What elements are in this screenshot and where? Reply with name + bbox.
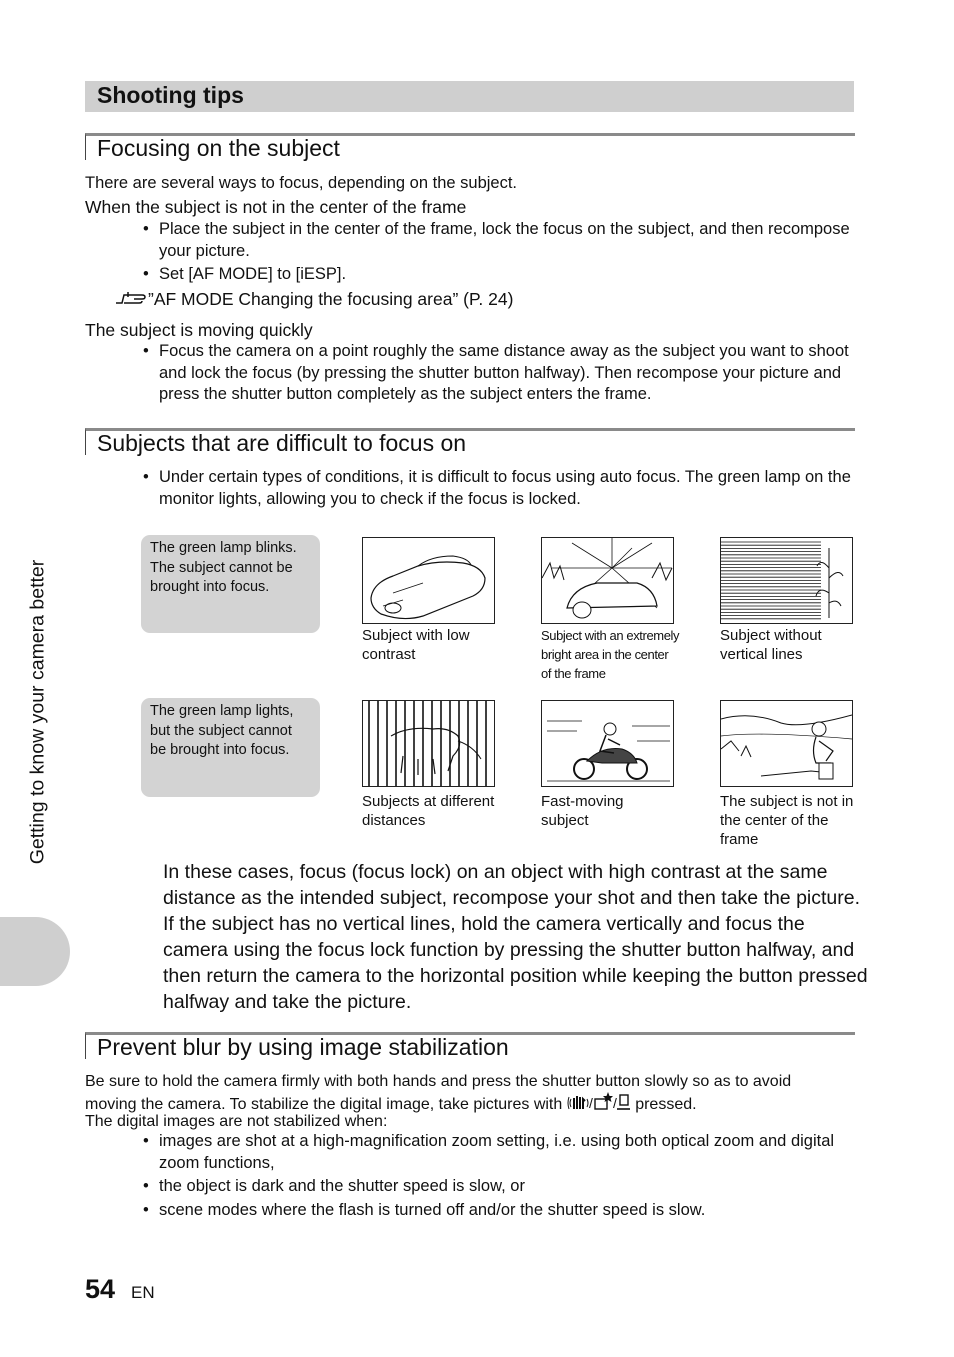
side-tab: [0, 917, 70, 986]
section-heading-difficult: [85, 428, 855, 455]
caption-fast-moving: Fast-moving subject: [541, 793, 624, 829]
svg-text:/: /: [612, 1095, 617, 1111]
note-lamp-lights: The green lamp lights, but the subject cannot be brought into focus.: [141, 698, 320, 797]
focus-intro: There are several ways to focus, depending on the subject.: [85, 174, 518, 192]
reference-line: [114, 288, 513, 311]
section-heading-focus: [85, 133, 855, 160]
difficult-bullet-1: [143, 467, 871, 510]
note-lamp-blinks: The green lamp blinks. The subject cannot be brought into focus.: [141, 535, 320, 633]
bullet-dot: •: [143, 220, 149, 238]
section-heading-blur: [85, 1032, 855, 1059]
image-stabilization-icon: [567, 1091, 631, 1113]
bullet-dot: •: [143, 1132, 149, 1150]
difficult-bullet-text: Under certain types of conditions, it is difficult to focus using auto focus. The green lamp on the monitor lights, allowing you to check if the focus is locked.: [159, 468, 851, 508]
focus-lock-paragraph: In these cases, focus (focus lock) on an object with high contrast at the same distance as the intended subject, recompose your shot and then take the picture. If the subject has no vertical lines, hold the camera vertically and focus the camera using the focus lock function by pressing the shutter button halfway, and then return the camera to the horizontal position while keeping the button pressed halfway and take the picture.: [163, 861, 868, 1013]
blur-line-2-post: pressed.: [635, 1096, 697, 1113]
bullet-dot: •: [143, 1201, 149, 1219]
reference-text: ”AF MODE Changing the focusing area” (P. 24): [148, 289, 514, 309]
focus-subheading-2: The subject is moving quickly: [85, 320, 313, 340]
illustration-off-center-subject: [720, 700, 853, 787]
blur-bullet-text-3: scene modes where the flash is turned off and/or the shutter speed is slow.: [159, 1201, 706, 1219]
bullet-dot: •: [143, 342, 149, 360]
focus-bullet-text-3: Focus the camera on a point roughly the same distance away as the subject you want to shoot and lock the focus (by pressing the shutter button halfway). Then recompose your picture and press the shutter button completely as the subject enters the frame.: [159, 342, 849, 403]
focus-bullet-text-1: Place the subject in the center of the frame, lock the focus on the subject, and then recompose your picture.: [159, 220, 850, 260]
illustration-fast-moving: [541, 700, 674, 787]
bullet-dot: •: [143, 468, 149, 486]
side-chapter-label: Getting to know your camera better: [26, 559, 49, 865]
illustration-different-distances: [362, 700, 495, 787]
blur-heading: Prevent blur by using image stabilization: [97, 1034, 509, 1060]
blur-bullet-1: [143, 1131, 871, 1174]
caption-off-center: The subject is not in the center of the frame: [720, 793, 854, 848]
caption-different-distances: Subjects at different distances: [362, 793, 495, 829]
svg-text:/: /: [588, 1095, 593, 1111]
focus-bullet-2: [143, 264, 859, 286]
caption-bright-center: Subject with an extremely bright area in the center of the frame: [541, 628, 680, 681]
blur-line-3: The digital images are not stabilized when:: [85, 1113, 388, 1130]
reference-hand-icon: [114, 288, 148, 308]
page-number: 54: [85, 1274, 116, 1304]
page-language: EN: [131, 1283, 155, 1302]
focus-subheading-1: When the subject is not in the center of the frame: [85, 197, 467, 217]
focus-heading: Focusing on the subject: [97, 135, 340, 161]
bullet-dot: •: [143, 265, 149, 283]
illustration-no-vertical-lines: [720, 537, 853, 624]
blur-bullet-text-1: images are shot at a high-magnification zoom setting, i.e. using both optical zoom and digital zoom functions,: [159, 1132, 835, 1172]
banner-title: Shooting tips: [97, 82, 244, 108]
difficult-heading: Subjects that are difficult to focus on: [97, 430, 467, 456]
blur-bullet-text-2: the object is dark and the shutter speed is slow, or: [159, 1177, 525, 1195]
shooting-tips-banner: [85, 81, 854, 112]
blur-line-1: Be sure to hold the camera firmly with both hands and press the shutter button slowly so as to avoid: [85, 1073, 792, 1090]
blur-bullet-2: [143, 1176, 871, 1198]
focus-bullet-1: [143, 219, 859, 262]
blur-line-2-pre: moving the camera. To stabilize the digital image, take pictures with: [85, 1096, 563, 1113]
focus-bullet-3: [143, 341, 864, 406]
caption-low-contrast: Subject with low contrast: [362, 627, 470, 663]
illustration-low-contrast-car: [362, 537, 495, 624]
illustration-bright-center: [541, 537, 674, 624]
caption-no-vertical-lines: Subject without vertical lines: [720, 627, 822, 663]
bullet-dot: •: [143, 1177, 149, 1195]
focus-bullet-text-2: Set [AF MODE] to [iESP].: [159, 265, 347, 283]
blur-bullet-3: [143, 1200, 871, 1222]
